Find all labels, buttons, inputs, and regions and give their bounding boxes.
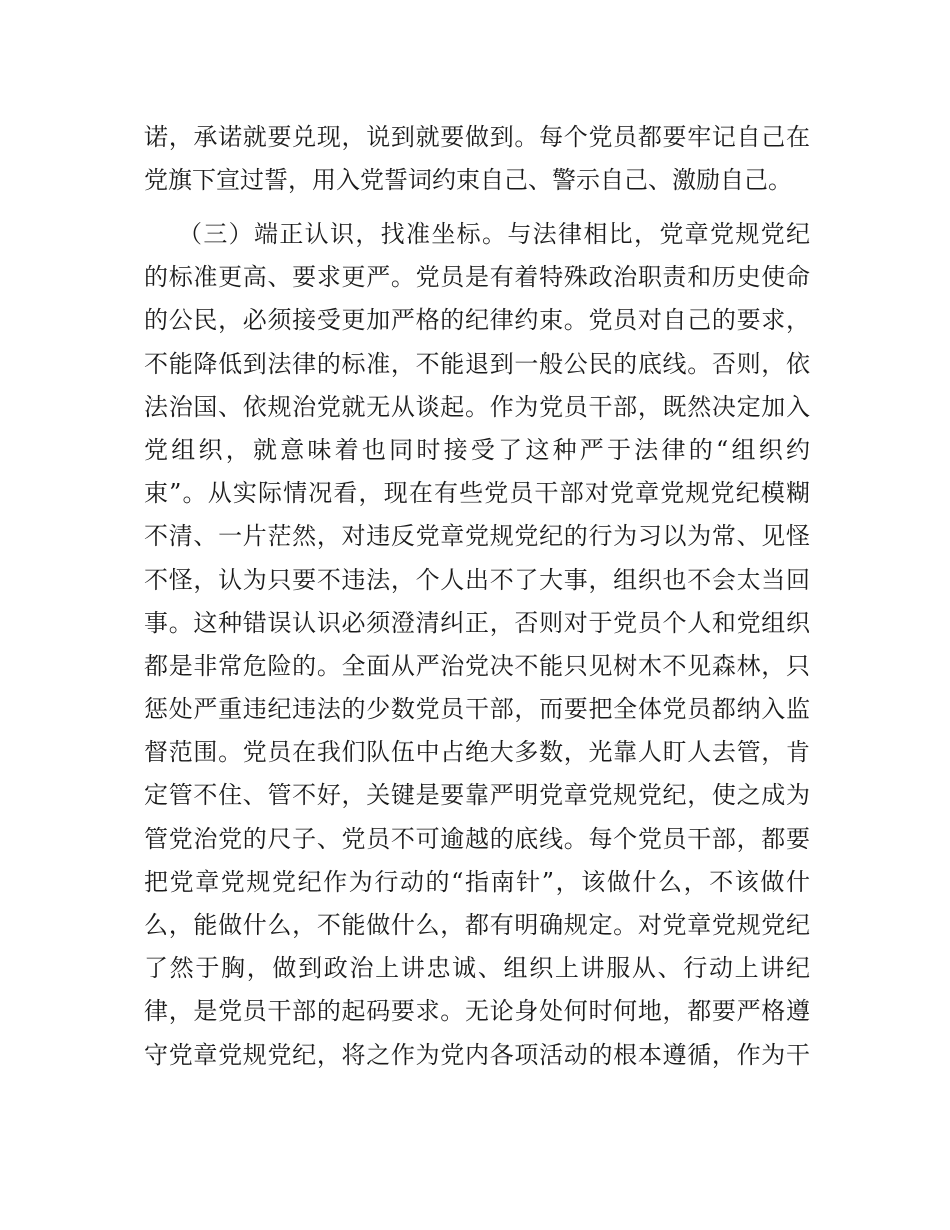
text-line: 的公民，必须接受更加严格的纪律约束。党员对自己的要求， [144, 306, 810, 335]
section-heading-line: （三）端正认识，找准坐标。与法律相比，党章党规党纪 [178, 220, 810, 248]
text-line: 守党章党规党纪，将之作为党内各项活动的根本遵循，作为干 [144, 1040, 810, 1069]
text-line: 党组织，就意味着也同时接受了这种严于法律的“组织约 [144, 435, 810, 464]
text-line: 不能降低到法律的标准，不能退到一般公民的底线。否则，依 [144, 349, 810, 378]
text-line: 了然于胸，做到政治上讲忠诚、组织上讲服从、行动上讲纪 [144, 954, 810, 983]
text-line: 法治国、依规治党就无从谈起。作为党员干部，既然决定加入 [144, 392, 810, 421]
text-line: 定管不住、管不好，关键是要靠严明党章党规党纪，使之成为 [144, 781, 810, 810]
text-line: 事。这种错误认识必须澄清纠正，否则对于党员个人和党组织 [144, 608, 810, 637]
text-line: 督范围。党员在我们队伍中占绝大多数，光靠人盯人去管，肯 [144, 738, 810, 767]
text-line: 都是非常危险的。全面从严治党决不能只见树木不见森林，只 [144, 651, 810, 680]
text-line: 党旗下宣过誓，用入党誓词约束自己、警示自己、激励自己。 [144, 166, 792, 195]
text-line: 诺，承诺就要兑现，说到就要做到。每个党员都要牢记自己在 [144, 123, 810, 151]
text-line: 律，是党员干部的起码要求。无论身处何时何地，都要严格遵 [144, 997, 810, 1026]
text-line: 不怪，认为只要不违法，个人出不了大事，组织也不会太当回 [144, 565, 810, 594]
text-line: 么，能做什么，不能做什么，都有明确规定。对党章党规党纪 [144, 911, 810, 939]
text-line: 束”。从实际情况看，现在有些党员干部对党章党规党纪模糊 [144, 479, 810, 508]
text-line: 把党章党规党纪作为行动的“指南针”，该做什么，不该做什 [144, 867, 810, 896]
text-line: 惩处严重违纪违法的少数党员干部，而要把全体党员都纳入监 [144, 695, 810, 724]
text-line: 管党治党的尺子、党员不可逾越的底线。每个党员干部，都要 [144, 824, 810, 853]
paragraph-continuation [144, 116, 810, 202]
text-line: 的标准更高、要求更严。党员是有着特殊政治职责和历史使命 [144, 263, 810, 292]
text-line: 不清、一片茫然，对违反党章党规党纪的行为习以为常、见怪 [144, 522, 810, 551]
paragraph-section-three [144, 213, 810, 1077]
